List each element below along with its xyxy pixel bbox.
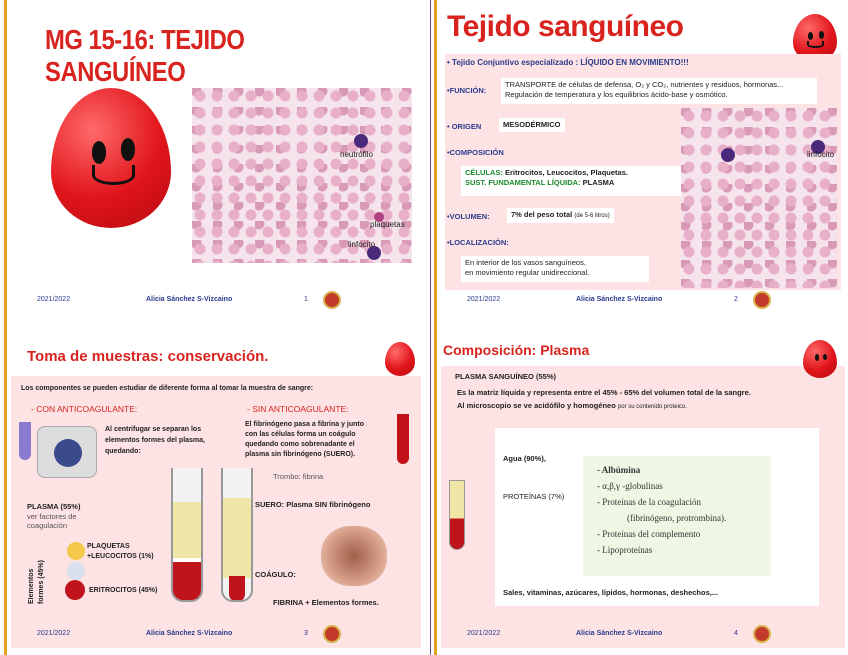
footer-year: 2021/2022 xyxy=(37,296,71,303)
left-accent-bar xyxy=(4,0,7,655)
protein-item-lipoproteinas: - Lipoproteínas xyxy=(597,545,653,555)
slide-2-title: Tejido sanguíneo xyxy=(447,10,684,43)
footer-year: 2021/2022 xyxy=(467,296,501,303)
footer-page-number: 4 xyxy=(734,630,738,637)
protein-item-globulinas: - α,β,γ -globulinas xyxy=(597,481,663,491)
intro-text: Los componentes se pueden estudiar de diferente forma al tomar la muestra de sangre: xyxy=(21,385,314,392)
footer-author: Alicia Sánchez S-Vizcaino xyxy=(576,296,663,303)
platelet-icon xyxy=(67,542,85,560)
blood-smear-image xyxy=(192,88,412,263)
localizacion-text-2: en movimiento regular unidireccional. xyxy=(465,268,590,277)
origen-value: MESODÉRMICO xyxy=(499,118,565,132)
plasma-sublabel: ver factores de coagulación xyxy=(27,512,77,530)
university-seal-icon xyxy=(753,291,771,309)
composicion-label: •COMPOSICIÓN xyxy=(447,148,504,157)
protein-item-coagulacion: - Proteínas de la coagulación xyxy=(597,497,701,507)
blood-tube-icon xyxy=(397,414,409,464)
plasma-heading: PLASMA SANGUÍNEO (55%) xyxy=(455,372,556,381)
slide-2-footer xyxy=(441,294,845,308)
footer-author: Alicia Sánchez S-Vizcaino xyxy=(146,296,233,303)
label-linfocito: linfocito xyxy=(348,240,376,249)
footer-year: 2021/2022 xyxy=(467,630,501,637)
slide-4 xyxy=(441,330,845,648)
sample-tube-icon xyxy=(19,422,31,460)
footer-year: 2021/2022 xyxy=(37,630,71,637)
fibrina-label: FIBRINA + Elementos formes. xyxy=(273,598,379,607)
footer-page-number: 2 xyxy=(734,296,738,303)
funcion-box xyxy=(501,78,817,104)
elementos-formes-label: Elementos formes (45%) xyxy=(28,560,45,604)
university-seal-icon xyxy=(323,625,341,643)
plaquetas-label: PLAQUETAS +LEUCOCITOS (1%) xyxy=(87,543,154,560)
university-seal-icon xyxy=(323,291,341,309)
proteinas-label: PROTEÍNAS (7%) xyxy=(503,492,565,501)
volumen-box xyxy=(507,208,614,223)
label-linfocito: linfocito xyxy=(807,150,835,159)
slide-3-footer xyxy=(11,628,421,642)
con-anticoagulante-label: - CON ANTICOAGULANTE: xyxy=(31,404,138,414)
protein-item-complemento: - Proteínas del complemento xyxy=(597,529,701,539)
slide-1-footer xyxy=(11,294,421,308)
con-anticoagulante-text: Al centrifugar se separan los elementos formes del plasma, quedando: xyxy=(105,426,205,455)
slide-1 xyxy=(11,6,421,314)
localizacion-label: •LOCALIZACIÓN: xyxy=(447,238,509,247)
footer-page-number: 3 xyxy=(304,630,308,637)
center-accent-bar xyxy=(434,0,437,655)
slide-4-footer xyxy=(441,628,845,642)
clot-image xyxy=(321,526,387,586)
centrifuge-image xyxy=(37,426,97,478)
agua-label: Agua (90%), xyxy=(503,454,546,463)
label-plaquetas: plaquetas xyxy=(370,220,405,229)
funcion-text-1: TRANSPORTE de células de defensa, O₂ y CO₂, nutrientes y residuos, hormonas... xyxy=(505,80,784,89)
slide-4-title: Composición: Plasma xyxy=(443,342,590,358)
university-seal-icon xyxy=(753,625,771,643)
slide-3-title: Toma de muestras: conservación. xyxy=(27,348,269,365)
suero-label: SUERO: Plasma SIN fibrinógeno xyxy=(255,500,371,509)
plasma-intro-1: Es la matriz líquida y representa entre el 45% - 65% del volumen total de la sangre. xyxy=(457,388,751,397)
funcion-text-2: Regulación de temperatura y los equilibrios ácido-base y osmótico. xyxy=(505,90,728,99)
plasma-label: PLASMA (55%) xyxy=(27,502,81,511)
celulas-label: CÉLULAS: xyxy=(465,168,503,177)
blood-smear-image xyxy=(681,108,837,288)
celulas-value: Eritrocitos, Leucocitos, Plaquetas. xyxy=(505,168,628,177)
protein-item-albumina: - Albúmina xyxy=(597,465,641,475)
localizacion-box xyxy=(461,256,649,282)
eritrocitos-label: ERITROCITOS (45%) xyxy=(89,587,158,594)
subtitle: • Tejido Conjuntivo especializado : LÍQUIDO EN MOVIMIENTO!!! xyxy=(447,58,689,67)
footer-author: Alicia Sánchez S-Vizcaino xyxy=(576,630,663,637)
volumen-note: (de 5-6 litros) xyxy=(574,213,610,219)
sin-anticoagulante-label: - SIN ANTICOAGULANTE: xyxy=(247,404,349,414)
slide-1-title: MG 15-16: TEJIDO SANGUÍNEO xyxy=(45,24,245,87)
volumen-label: •VOLUMEN: xyxy=(447,212,490,221)
slide-2 xyxy=(441,6,845,314)
slide-2-content-panel xyxy=(445,54,841,290)
origen-label: • ORIGEN xyxy=(447,122,482,131)
volumen-value: 7% del peso total xyxy=(511,210,573,219)
funcion-label: •FUNCIÓN: xyxy=(447,86,487,95)
sin-anticoagulante-text: El fibrinógeno pasa a fibrina y junto con las células forma un coágulo quedando como sobrenadante el plasma sin fibrinógeno (SUERO). xyxy=(245,421,365,458)
protein-item-coagulacion-detail: (fibrinógeno, protrombina). xyxy=(627,513,727,523)
plasma-tube-icon xyxy=(449,480,465,550)
composition-panel xyxy=(495,428,819,606)
protein-list xyxy=(583,456,771,576)
plasma-intro-2-note: por su contenido proteico. xyxy=(617,404,687,410)
center-divider xyxy=(430,0,431,655)
erythrocyte-icon xyxy=(65,580,85,600)
leukocyte-icon xyxy=(67,562,85,580)
plasma-intro-2: Al microscopio se ve acidófilo y homogéneo por su contenido proteico. xyxy=(457,401,687,410)
footer-author: Alicia Sánchez S-Vizcaino xyxy=(146,630,233,637)
label-neutrofilo: neutrófilo xyxy=(340,150,373,159)
localizacion-text-1: En interior de los vasos sanguíneos, xyxy=(465,258,586,267)
sales-text: Sales, vitaminas, azúcares, lípidos, hormonas, deshechos,... xyxy=(503,588,719,597)
trombo-label: Trombo: fibrina xyxy=(273,472,324,481)
sust-label: SUST. FUNDAMENTAL LÍQUIDA: xyxy=(465,178,581,187)
blood-drop-icon xyxy=(803,340,837,378)
sust-value: PLASMA xyxy=(582,178,615,187)
tube-without-anticoagulant xyxy=(221,468,253,602)
blood-drop-icon xyxy=(385,342,415,376)
tube-with-anticoagulant xyxy=(171,468,203,602)
composicion-box xyxy=(461,166,681,196)
footer-page-number: 1 xyxy=(304,296,308,303)
slide-3 xyxy=(11,330,421,648)
coagulo-label: COÁGULO: xyxy=(255,570,296,579)
blood-drop-mascot xyxy=(51,88,171,228)
